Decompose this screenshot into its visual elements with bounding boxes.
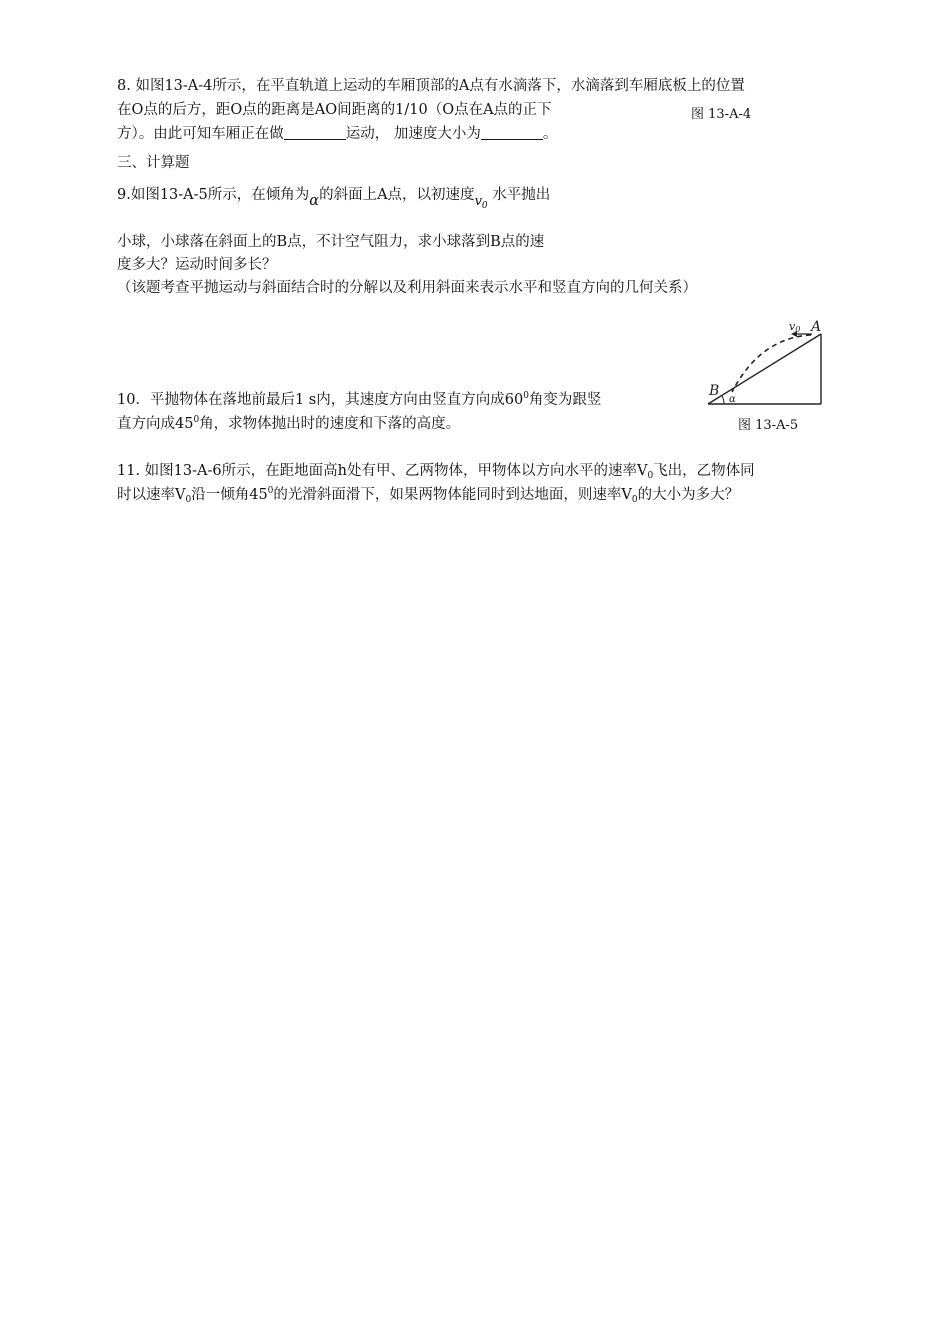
q8-line-3 — [117, 124, 557, 144]
q10-text-1b: 角变为跟竖 — [528, 392, 602, 408]
label-alpha: α — [729, 394, 736, 405]
q11-line-2 — [117, 485, 739, 505]
figure-13a5-caption: 图 13-A-5 — [738, 418, 799, 433]
q10-text-2b: 角，求物体抛出时的速度和下落的高度。 — [199, 416, 461, 432]
q11-text-1a: 11. 如图13-A-6所示，在距地面高h处有甲、乙两物体，甲物体以方向水平的速率V — [117, 463, 648, 479]
q11-sub-1: 0 — [647, 471, 654, 481]
q11-sub-3: 0 — [631, 495, 638, 505]
v0-main: v — [474, 194, 482, 209]
q8-text-1: 8. 如图13-A-4所示，在平直轨道上运动的车厢顶部的A点有水滴落下，水滴落到车厢底板上的位置 — [117, 78, 745, 94]
q9-text-3: 度多大？运动时间多长？ — [117, 257, 277, 273]
q9-line-3 — [117, 255, 277, 275]
q8-text-3c: 。 — [542, 126, 558, 142]
v0-sub: 0 — [481, 201, 488, 211]
q11-text-2b: 沿一倾角45 — [191, 487, 268, 503]
q11-degree-3: 0 — [267, 486, 274, 496]
q9-line-4 — [117, 278, 697, 298]
alpha-angle-arc — [722, 396, 724, 404]
q8-text-3a: 方）。由此可知车厢正在做 — [117, 126, 284, 142]
q11-text-2d: 的大小为多大？ — [637, 487, 740, 503]
q10-line-1 — [117, 390, 601, 410]
q8-blank-motion[interactable] — [284, 125, 346, 140]
alpha-symbol: α — [309, 193, 320, 209]
q9-line-2 — [117, 232, 544, 252]
q8-text-2: 在O点的后方，距O点的距离是AO间距离的1/10（O点在A点的正下 — [117, 102, 552, 118]
q9-text-1b: 的斜面上A点，以初速度 — [319, 187, 475, 203]
figure-13a5-diagram — [700, 316, 840, 411]
q9-line-1 — [117, 185, 551, 211]
label-B: B — [709, 383, 720, 399]
label-v0: v0 — [789, 320, 801, 334]
section-three-title: 三、计算题 — [117, 155, 190, 171]
q11-text-2a: 时以速率V — [117, 487, 186, 503]
v0-symbol — [475, 192, 488, 212]
q9-text-1c: 水平抛出 — [492, 187, 551, 203]
q9-text-1a: 9.如图13-A-5所示，在倾角为 — [117, 187, 310, 203]
q10-degree-2: 0 — [193, 415, 200, 425]
q10-line-2 — [117, 414, 460, 434]
incline-slope-line — [708, 334, 821, 404]
q11-sub-2: 0 — [185, 495, 192, 505]
q9-text-4: （该题考查平抛运动与斜面结合时的分解以及利用斜面来表示水平和竖直方向的几何关系） — [117, 280, 697, 296]
q8-text-3b: 运动， 加速度大小为 — [345, 126, 481, 142]
q9-text-2: 小球，小球落在斜面上的B点，不计空气阻力，求小球落到B点的速 — [117, 234, 545, 250]
figure-13a4-caption: 图 13-A-4 — [691, 107, 752, 122]
q11-text-2c: 的光滑斜面滑下，如果两物体能同时到达地面，则速率V — [273, 487, 632, 503]
q10-text-1a: 10．平抛物体在落地前最后1 s内，其速度方向由竖直方向成60 — [117, 392, 524, 408]
q8-line-2 — [117, 100, 552, 120]
q10-text-2a: 直方向成45 — [117, 416, 194, 432]
q8-line-1 — [117, 76, 745, 96]
q10-degree-1: 0 — [523, 391, 529, 401]
trajectory-dashed-path — [732, 335, 811, 392]
q11-line-1 — [117, 461, 755, 481]
q11-text-1b: 飞出，乙物体同 — [653, 463, 755, 479]
q8-blank-acceleration[interactable] — [481, 125, 543, 140]
label-A: A — [811, 319, 822, 335]
